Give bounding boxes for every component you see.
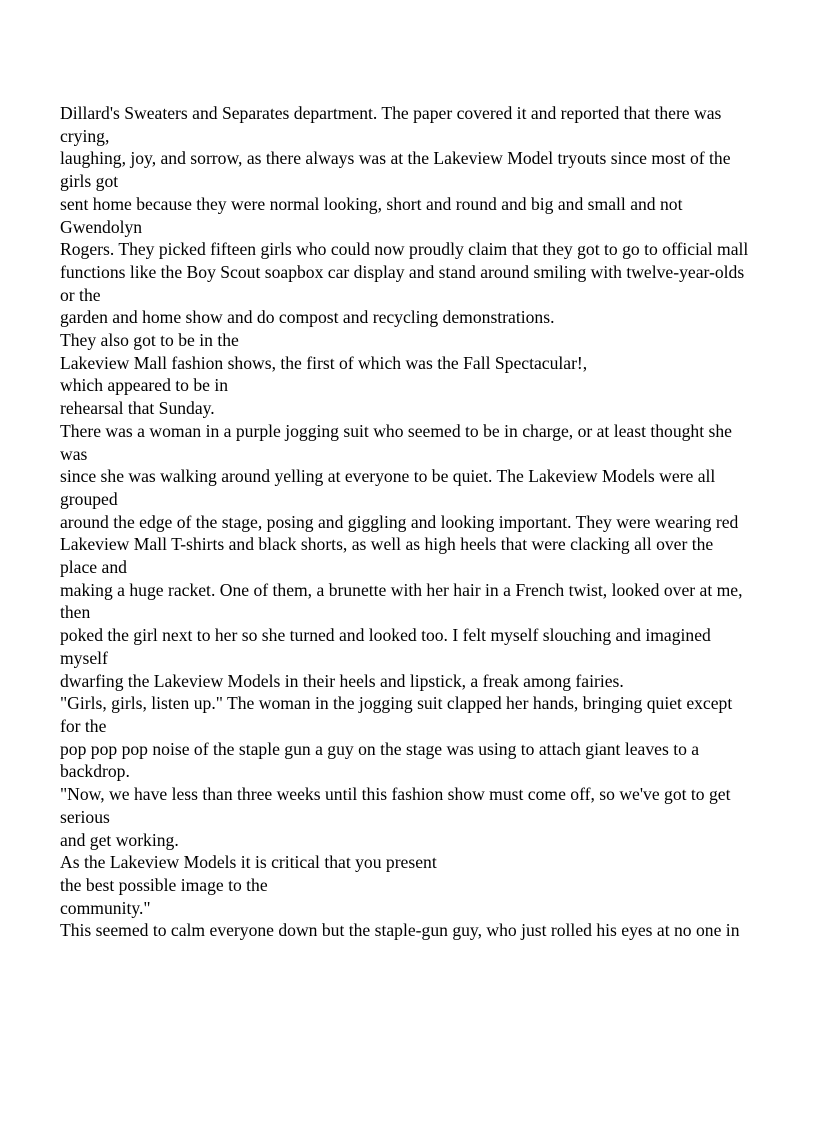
text-line-22: As the Lakeview Models it is critical that you present: [60, 852, 437, 873]
text-line-6: garden and home show and do compost and recycling demonstrations.: [60, 307, 555, 328]
text-line-25: This seemed to calm everyone down but the staple-gun guy, who just rolled his eyes at no one in: [60, 920, 740, 941]
text-line-7: They also got to be in the: [60, 330, 239, 351]
text-line-1: Dillard's Sweaters and Separates department. The paper covered it and reported that there was crying,: [60, 103, 722, 146]
text-line-13: around the edge of the stage, posing and giggling and looking important. They were wearing red: [60, 511, 739, 532]
text-line-3: sent home because they were normal looking, short and round and big and small and not Gwendolyn: [60, 193, 683, 237]
text-line-5: functions like the Boy Scout soapbox car display and stand around smiling with twelve-year-olds or the: [60, 261, 745, 305]
text-line-12: since she was walking around yelling at everyone to be quiet. The Lakeview Models were all grouped: [60, 466, 716, 509]
text-line-19: pop pop pop noise of the staple gun a guy on the stage was using to attach giant leaves to a backdrop.: [60, 738, 700, 782]
text-line-8: Lakeview Mall fashion shows, the first of which was the Fall Spectacular!,: [60, 352, 588, 373]
text-line-24: community.": [60, 897, 151, 918]
text-line-17: dwarfing the Lakeview Models in their heels and lipstick, a freak among fairies.: [60, 670, 624, 691]
text-line-15: making a huge racket. One of them, a brunette with her hair in a French twist, looked over at me, then: [60, 579, 743, 623]
text-line-9: which appeared to be in: [60, 375, 229, 396]
text-line-18: "Girls, girls, listen up." The woman in the jogging suit clapped her hands, bringing quiet except for the: [60, 693, 733, 736]
text-line-2: laughing, joy, and sorrow, as there always was at the Lakeview Model tryouts since most of the girls got: [60, 148, 731, 192]
text-line-23: the best possible image to the: [60, 874, 268, 895]
text-line-21: and get working.: [60, 829, 179, 850]
text-line-4: Rogers. They picked fifteen girls who could now proudly claim that they got to go to official mall: [60, 239, 749, 260]
text-line-20: "Now, we have less than three weeks until this fashion show must come off, so we've got to get serious: [60, 784, 731, 827]
text-line-11: There was a woman in a purple jogging suit who seemed to be in charge, or at least thought she was: [60, 420, 732, 464]
text-line-16: poked the girl next to her so she turned and looked too. I felt myself slouching and imagined myself: [60, 625, 711, 668]
document-page: [60, 102, 750, 942]
text-line-10: rehearsal that Sunday.: [60, 398, 215, 419]
text-line-14: Lakeview Mall T-shirts and black shorts, as well as high heels that were clacking all over the place and: [60, 534, 714, 578]
